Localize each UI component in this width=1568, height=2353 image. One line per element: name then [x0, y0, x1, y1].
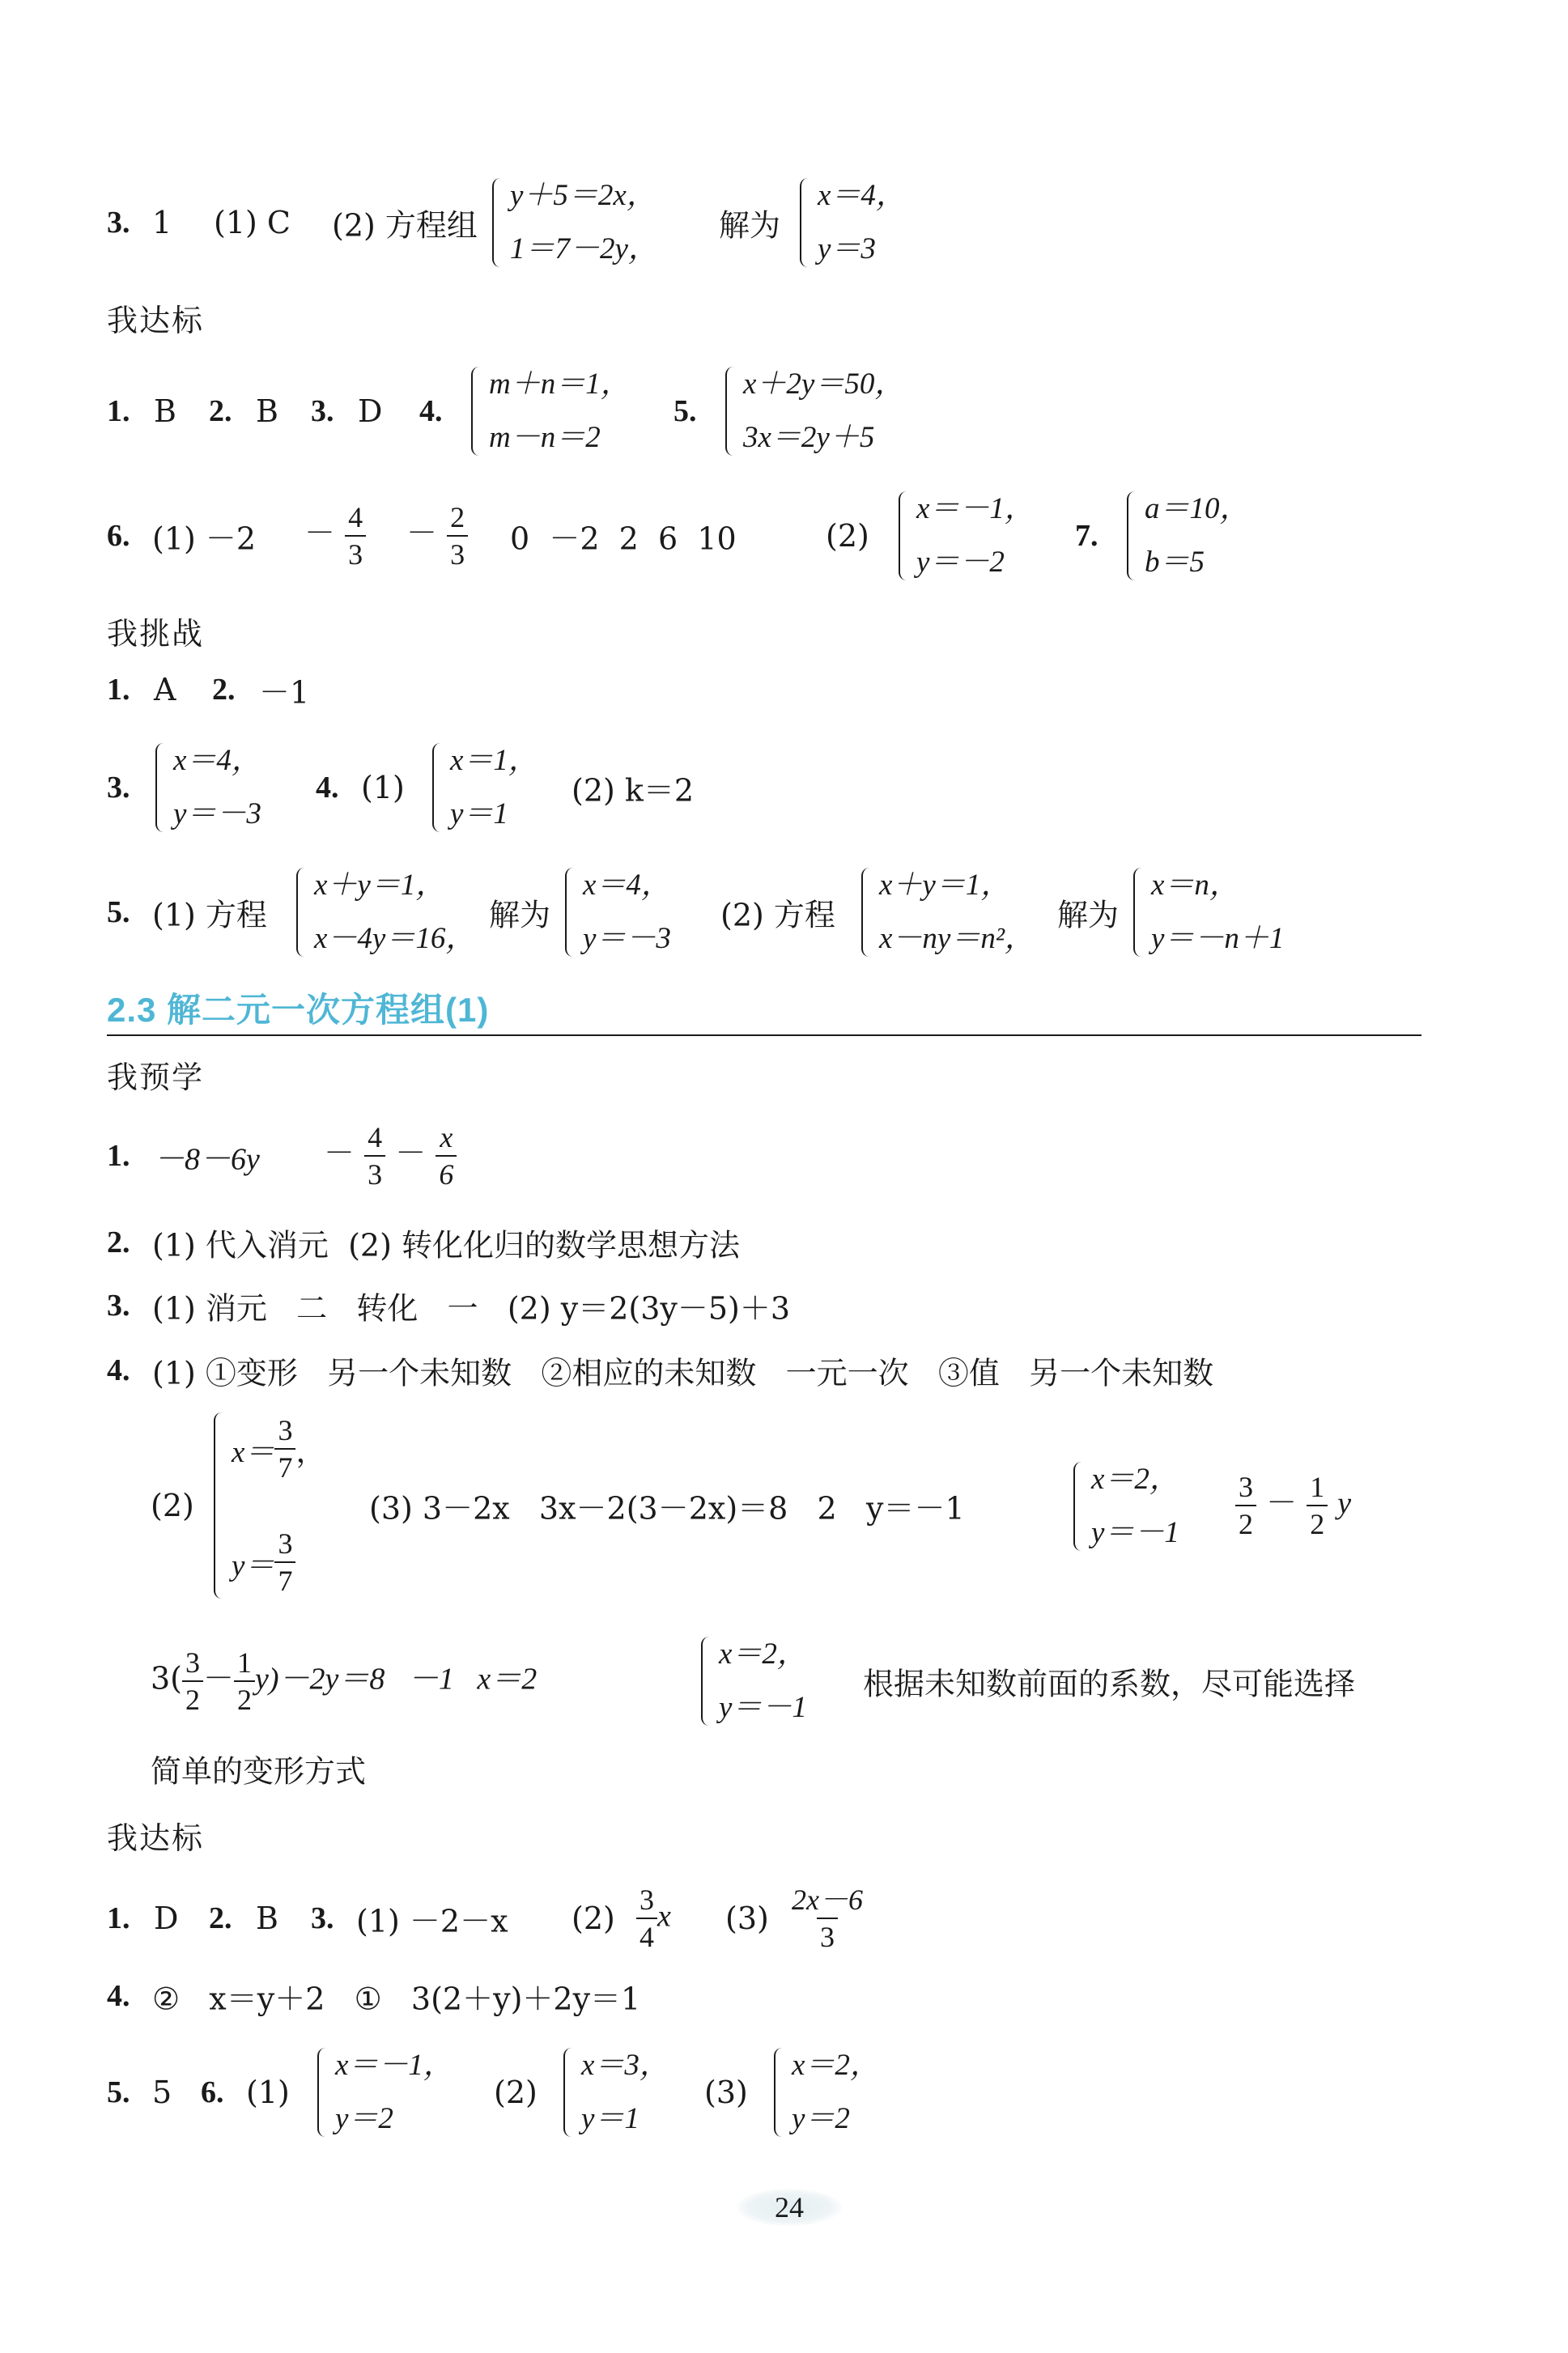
- answer-text: ② x＝y＋2 ① 3(2＋y)＋2y＝1: [152, 1981, 641, 2017]
- answer-line-y2: [0, 1218, 1568, 1267]
- denominator: 4: [636, 1918, 657, 1955]
- fraction: [1235, 1469, 1256, 1542]
- answer-line-e4: [0, 1972, 1568, 2020]
- denominator: 3: [447, 535, 468, 572]
- answer-text: D: [358, 393, 383, 429]
- equation: x＋y＝1，: [314, 869, 446, 902]
- question-number: 4.: [107, 1353, 130, 1387]
- brace: [774, 2048, 787, 2137]
- answer-text: 解为: [719, 207, 781, 244]
- answer-text: 解为: [489, 897, 551, 933]
- equation-system: [725, 367, 904, 456]
- question-number: 6.: [201, 2075, 224, 2109]
- equation-system: [701, 1637, 807, 1726]
- fraction: [364, 1119, 385, 1192]
- numerator: 2x－6: [792, 1884, 863, 1916]
- answer-line-t3: [0, 735, 1568, 840]
- fraction: [636, 1882, 657, 1955]
- answer-text: (2): [572, 1901, 615, 1936]
- comma: ，: [295, 1436, 326, 1469]
- equation: y＝－1: [719, 1691, 807, 1724]
- brace: [725, 367, 738, 456]
- equation-system: [774, 2048, 880, 2137]
- section-heading: 我挑战: [107, 616, 205, 652]
- answer-text: (1) －2－x: [356, 1903, 508, 1939]
- question-number: 3.: [311, 1901, 334, 1935]
- equation: y＝－2: [916, 546, 1005, 579]
- denominator: 6: [436, 1155, 457, 1192]
- numerator: x: [440, 1121, 453, 1153]
- fraction: [274, 1412, 295, 1485]
- equation-system: [155, 743, 261, 832]
- brace: [155, 743, 168, 832]
- section-heading: 我预学: [107, 1060, 205, 1095]
- answer-text: 0 －2 2 6 10: [510, 520, 737, 557]
- denominator: 2: [234, 1680, 255, 1718]
- minus-sign: －: [395, 1135, 427, 1171]
- answer-text: B: [256, 1901, 278, 1936]
- fraction: [447, 499, 468, 572]
- brace: [317, 2048, 330, 2137]
- answer-text: (1) 代入消元 (2) 转化化归的数学思想方法: [152, 1227, 740, 1264]
- equation: x＝3，: [581, 2049, 669, 2082]
- fraction: [234, 1645, 255, 1718]
- answer-text: －1: [259, 674, 310, 711]
- equation: x－ny＝n²，: [879, 922, 1035, 955]
- equation: x＝－1，: [916, 492, 1035, 525]
- brace: [1133, 868, 1146, 957]
- equation: y＝2: [792, 2102, 850, 2135]
- equation: 3x＝2y＋5: [743, 421, 875, 454]
- answer-line-e1: [0, 1870, 1568, 1967]
- equation-system: [565, 868, 671, 957]
- question-number: 6.: [107, 519, 130, 553]
- question-number: 5.: [674, 394, 697, 428]
- equation-system: [492, 178, 658, 267]
- answer-line-t1: [0, 665, 1568, 714]
- equation: x＝2，: [719, 1637, 807, 1671]
- numerator: 3: [278, 1527, 293, 1560]
- denominator: 7: [274, 1561, 295, 1599]
- answer-text: D: [154, 1901, 179, 1936]
- answer-text: B: [256, 393, 278, 429]
- numerator: 1: [237, 1646, 253, 1679]
- denominator: 7: [274, 1448, 295, 1485]
- question-number: 7.: [1075, 519, 1098, 553]
- denominator: 2: [1307, 1505, 1328, 1542]
- equation: x＋y＝1，: [879, 869, 1011, 902]
- answer-text: 简单的变形方式: [151, 1753, 367, 1790]
- equation-system: [432, 743, 538, 832]
- equation: x－4y＝16，: [314, 922, 476, 955]
- denominator: 2: [1235, 1505, 1256, 1542]
- question-number: 4.: [107, 1979, 130, 2013]
- equation-system: [317, 2048, 453, 2137]
- brace: [471, 367, 484, 456]
- answer-text: 1: [152, 205, 172, 240]
- page-number: 24: [737, 2189, 842, 2226]
- answer-text: (3): [704, 2075, 748, 2110]
- numerator: 3: [640, 1884, 654, 1916]
- numerator: 3: [185, 1646, 201, 1679]
- fraction: [182, 1645, 203, 1718]
- numerator: 1: [1310, 1471, 1325, 1503]
- equation-system: [296, 868, 475, 957]
- question-number: 2.: [209, 1901, 232, 1935]
- denominator: 3: [364, 1155, 385, 1192]
- numerator: 3: [278, 1414, 293, 1446]
- answer-text: (3): [725, 1901, 769, 1936]
- equation: m＋n＝1，: [489, 367, 631, 401]
- question-number: 4.: [316, 771, 339, 805]
- section-heading: 我达标: [107, 303, 205, 338]
- variable: y: [1337, 1486, 1352, 1521]
- section-title: 2.3 解二元一次方程组(1): [107, 991, 490, 1029]
- equation-system: [1127, 491, 1250, 580]
- brace: [492, 178, 505, 267]
- equation: y＝3: [818, 232, 876, 265]
- equation-system: [1073, 1462, 1179, 1551]
- answer-text: (1) 消元 二 转化 一 (2) y＝2(3y－5)＋3: [152, 1290, 791, 1327]
- denominator: 3: [345, 535, 366, 572]
- answer-text: 解为: [1057, 897, 1120, 933]
- equation: y＝1: [450, 797, 508, 830]
- brace: [701, 1637, 714, 1726]
- brace: [899, 491, 911, 580]
- expression-part: y)－2y＝8 －1 x＝2: [255, 1662, 538, 1697]
- answer-line-y4: [0, 1346, 1568, 1395]
- answer-text: (3) 3－2x 3x－2(3－2x)＝8 2 y＝－1: [369, 1490, 965, 1527]
- question-number: 2.: [212, 673, 236, 707]
- equation: [232, 1412, 325, 1485]
- numerator: 4: [348, 501, 363, 533]
- question-number: 1.: [107, 1901, 130, 1935]
- fraction-group: [788, 1882, 866, 1955]
- answer-text: 根据未知数前面的系数，尽可能选择: [863, 1666, 1356, 1702]
- question-number: 2.: [209, 394, 232, 428]
- answer-text: (1) －2: [152, 520, 257, 557]
- equation: y＝－1: [1091, 1516, 1179, 1549]
- answer-line-e5: [0, 2040, 1568, 2145]
- brace: [1073, 1462, 1086, 1551]
- fraction-group: [1235, 1469, 1351, 1542]
- minus-sign: －: [406, 515, 438, 551]
- equation: 1＝7－2y，: [510, 232, 658, 265]
- brace: [563, 2048, 576, 2137]
- question-number: 1.: [107, 394, 130, 428]
- minus-sign: －: [324, 1135, 355, 1171]
- answer-text: A: [154, 672, 176, 707]
- equation: b＝5: [1145, 546, 1205, 579]
- equation: x＝4，: [173, 744, 261, 777]
- brace: [565, 868, 578, 957]
- equation: [232, 1526, 325, 1599]
- section-divider: [107, 1034, 1421, 1036]
- fraction-group: [304, 499, 366, 572]
- equation-system: [899, 491, 1035, 580]
- numerator: 4: [368, 1121, 383, 1153]
- equation-system: [563, 2048, 669, 2137]
- answer-text: B: [154, 393, 176, 429]
- equation: x＝－1，: [335, 2049, 453, 2082]
- fraction: [345, 499, 366, 572]
- equation-system: [214, 1412, 325, 1599]
- equation: y＝－n＋1: [1151, 922, 1285, 955]
- equation: m－n＝2: [489, 421, 601, 454]
- question-number: 1.: [107, 1139, 130, 1173]
- answer-text: 5: [152, 2075, 172, 2110]
- equation: x＝2，: [1091, 1463, 1179, 1496]
- section-heading: 我达标: [107, 1820, 205, 1856]
- equation-part: y＝: [232, 1549, 275, 1582]
- question-number: 2.: [107, 1225, 130, 1259]
- equation: y＝－3: [173, 797, 261, 830]
- equation-system: [471, 367, 631, 456]
- fraction: [1307, 1469, 1328, 1542]
- equation: y＝2: [335, 2102, 393, 2135]
- variable: x: [657, 1899, 671, 1934]
- brace: [800, 178, 813, 267]
- answer-text: (2) 方程组: [332, 207, 478, 244]
- equation-system: [800, 178, 906, 267]
- answer-line-y4b: [0, 1408, 1568, 1603]
- question-number: 1.: [107, 673, 130, 707]
- answer-text: (1) C: [214, 205, 291, 240]
- equation: x＝4，: [583, 869, 671, 902]
- equation: x＝n，: [1151, 869, 1239, 902]
- expression: [151, 1645, 537, 1718]
- denominator: 2: [182, 1680, 203, 1718]
- question-number: 3.: [311, 394, 334, 428]
- equation-part: x＝: [232, 1436, 275, 1469]
- fraction: [788, 1882, 866, 1955]
- answer-line-y3: [0, 1281, 1568, 1330]
- denominator: 3: [817, 1918, 838, 1955]
- answer-line-d1: [0, 359, 1568, 464]
- answer-text: (1): [246, 2075, 290, 2110]
- answer-text: (2): [826, 518, 869, 554]
- equation: a＝10，: [1145, 492, 1250, 525]
- answer-text: (2): [151, 1488, 194, 1523]
- answer-text: (1) 方程: [152, 897, 267, 933]
- fraction: [274, 1526, 295, 1599]
- answer-line-y4d: [0, 1744, 1568, 1793]
- equation: x＝1，: [450, 744, 538, 777]
- question-number: 3.: [107, 206, 130, 240]
- brace: [1127, 491, 1140, 580]
- question-number: 3.: [107, 771, 130, 805]
- equation: y＝1: [581, 2102, 640, 2135]
- answer-text: (1): [361, 770, 405, 805]
- brace: [432, 743, 445, 832]
- equation: x＋2y＝50，: [743, 367, 905, 401]
- answer-text: －8－6y: [154, 1142, 260, 1177]
- answer-line-y1: [0, 1107, 1568, 1204]
- brace: [296, 868, 309, 957]
- answer-line-d6: [0, 483, 1568, 588]
- equation: y＋5＝2x，: [510, 179, 657, 212]
- fraction-group: [324, 1119, 457, 1192]
- answer-line-t5: [0, 860, 1568, 965]
- answer-text: (2): [494, 2075, 538, 2110]
- equation: y＝－3: [583, 922, 671, 955]
- numerator: 3: [1239, 1471, 1253, 1503]
- brace: [214, 1412, 227, 1599]
- minus-sign: －: [304, 515, 336, 551]
- minus-sign: －: [203, 1660, 235, 1697]
- answer-text: (1) ①变形 另一个未知数 ②相应的未知数 一元一次 ③值 另一个未知数: [152, 1355, 1214, 1391]
- answer-text: (2) 方程: [720, 897, 835, 933]
- equation: x＝2，: [792, 2049, 880, 2082]
- brace: [861, 868, 874, 957]
- fraction-group: [636, 1882, 671, 1955]
- question-number: 3.: [107, 1289, 130, 1323]
- minus-sign: －: [1266, 1484, 1298, 1521]
- expression-part: 3(: [151, 1660, 183, 1697]
- question-number: 5.: [107, 2075, 130, 2109]
- equation-system: [1133, 868, 1284, 957]
- question-number: 4.: [419, 394, 443, 428]
- equation-system: [861, 868, 1035, 957]
- equation: x＝4，: [818, 179, 906, 212]
- fraction-group: [406, 499, 468, 572]
- numerator: 2: [450, 501, 465, 533]
- question-number: 5.: [107, 895, 130, 929]
- answer-line-y4c: [0, 1629, 1568, 1734]
- answer-text: (2) k＝2: [572, 772, 695, 809]
- fraction: [436, 1119, 457, 1192]
- answer-line-q3: [0, 170, 1568, 275]
